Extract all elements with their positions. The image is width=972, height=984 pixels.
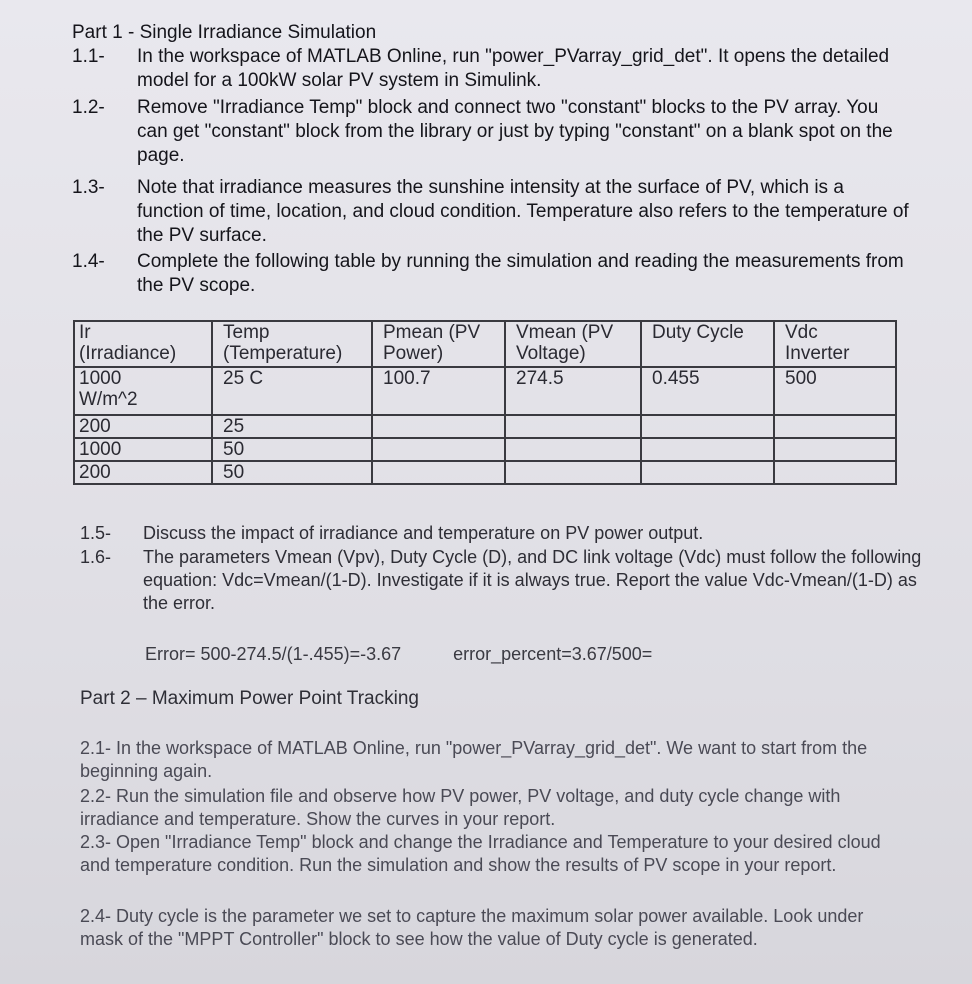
table-cell: 100.7 (372, 367, 505, 415)
table-cell (774, 438, 896, 461)
item-text: In the workspace of MATLAB Online, run "power_PVarray_grid_det". It opens the detailed model for a 100kW solar PV system in Simulink. (137, 46, 890, 91)
item-1-1 (72, 45, 912, 93)
table-cell: 0.455 (641, 367, 774, 415)
table-cell (505, 415, 641, 438)
error-percent: error_percent=3.67/500= (453, 644, 653, 664)
item-text: The parameters Vmean (Vpv), Duty Cycle (D), and DC link voltage (Vdc) must follow the following equation: Vdc=Vmean/(1-D). Investigate if it is always true. Report the value Vdc-Vmean/(1-D) as the error. (143, 547, 922, 613)
item-2-2: 2.2- Run the simulation file and observe how PV power, PV voltage, and duty cycle change with irradiance and temperature. Show the curves in your report. (80, 786, 841, 829)
table-cell: 50 (212, 438, 372, 461)
table-cell: 25 C (212, 367, 372, 415)
item-number: 1.3- (72, 177, 105, 198)
item-2-1: 2.1- In the workspace of MATLAB Online, run "power_PVarray_grid_det". We want to start from the beginning again. (80, 738, 868, 781)
error-calculation (145, 644, 652, 665)
item-number: 1.6- (80, 547, 112, 567)
item-2-4: 2.4- Duty cycle is the parameter we set to capture the maximum solar power available. Look under mask of the "MPPT Controller" block to see how the value of Duty cycle is generated. (80, 906, 864, 949)
table-header-cell: Vmean (PV Voltage) (505, 321, 641, 367)
part1-title: Part 1 - Single Irradiance Simulation (72, 22, 377, 43)
table-cell (372, 461, 505, 484)
item-text: Discuss the impact of irradiance and temperature on PV power output. (143, 523, 704, 543)
measurement-table (73, 320, 897, 485)
item-number: 1.2- (72, 97, 105, 118)
item-number: 1.4- (72, 251, 105, 272)
item-number: 1.5- (80, 523, 112, 543)
item-1-4 (72, 250, 912, 298)
table-row (74, 367, 896, 415)
item-text: Note that irradiance measures the sunshine intensity at the surface of PV, which is a function of time, location, and cloud condition. Temperature also refers to the temperature of the PV surface. (137, 177, 909, 246)
table-cell (641, 438, 774, 461)
item-number: 1.1- (72, 46, 105, 67)
item-1-6 (80, 546, 943, 615)
table-header-cell: Duty Cycle (641, 321, 774, 367)
item-2-3: 2.3- Open "Irradiance Temp" block and change the Irradiance and Temperature to your desired cloud and temperature condition. Run the simulation and show the results of PV scope in your report. (80, 832, 881, 875)
table-cell: 274.5 (505, 367, 641, 415)
table-cell: 1000 (74, 438, 212, 461)
error-line: Error= 500-274.5/(1-.455)=-3.67 (145, 644, 402, 664)
table-cell (505, 438, 641, 461)
table-cell (641, 461, 774, 484)
table-cell (774, 461, 896, 484)
item-text: Complete the following table by running the simulation and reading the measurements from the PV scope. (137, 251, 904, 296)
item-1-5 (80, 522, 943, 545)
table-cell (372, 415, 505, 438)
table-header-row (74, 321, 896, 367)
table-cell: 25 (212, 415, 372, 438)
table-header-cell: Temp (Temperature) (212, 321, 372, 367)
part2-title: Part 2 – Maximum Power Point Tracking (80, 688, 419, 709)
table-cell (774, 415, 896, 438)
table-cell (641, 415, 774, 438)
table-cell: 1000 W/m^2 (74, 367, 212, 415)
item-text: Remove "Irradiance Temp" block and connect two "constant" blocks to the PV array. You can get "constant" block from the library or just by typing "constant" on a blank spot on the page. (137, 97, 893, 166)
table-cell (505, 461, 641, 484)
table-row (74, 438, 896, 461)
table-header-cell: Pmean (PV Power) (372, 321, 505, 367)
table-cell: 200 (74, 415, 212, 438)
table-header-cell: Ir (Irradiance) (74, 321, 212, 367)
item-1-3 (72, 176, 912, 248)
table-row (74, 461, 896, 484)
table-cell: 500 (774, 367, 896, 415)
table-cell: 50 (212, 461, 372, 484)
item-1-2 (72, 96, 912, 168)
table-cell: 200 (74, 461, 212, 484)
table-cell (372, 438, 505, 461)
table-row (74, 415, 896, 438)
table-header-cell: Vdc Inverter (774, 321, 896, 367)
